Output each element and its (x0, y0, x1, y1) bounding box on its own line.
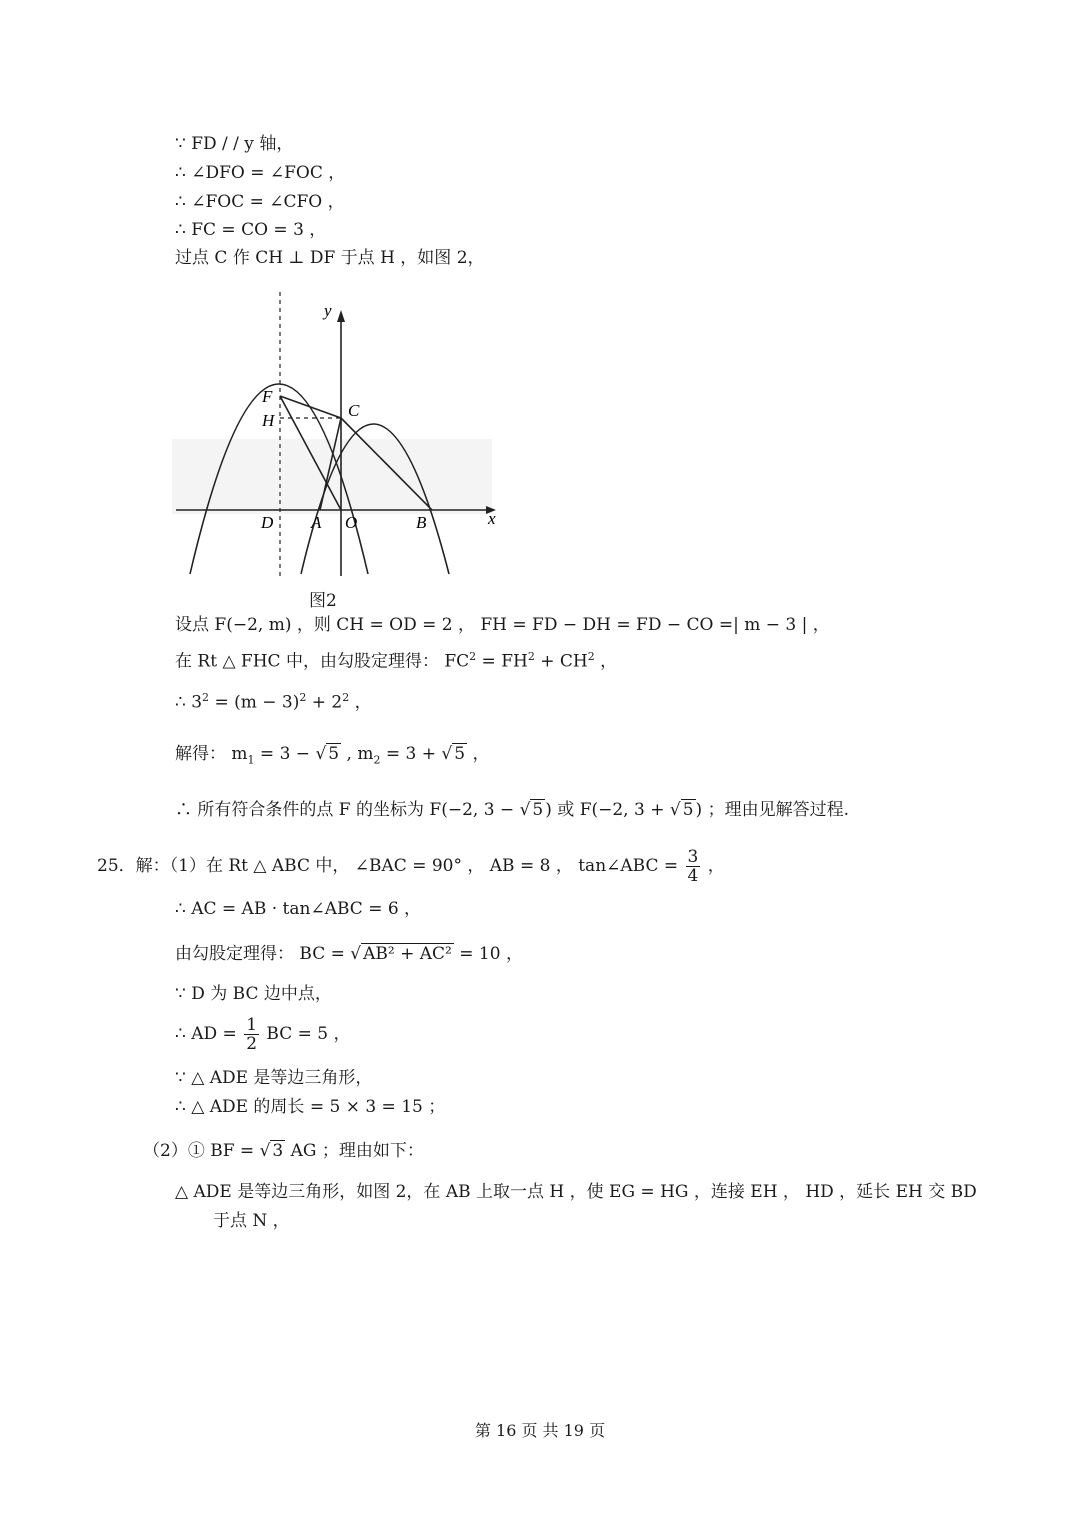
sqrt-3: 3 (272, 1141, 284, 1161)
text-line-3: ∴ ∠FOC = ∠CFO ， (175, 192, 345, 212)
fraction-numerator: 3 (687, 847, 699, 867)
sup: 2 (469, 650, 477, 663)
text-line-18: （2）① BF = √ 3 AG ；理由如下： (143, 1141, 424, 1161)
text-line-7-b: = FH (476, 651, 528, 672)
sqrt-5: 5 (454, 744, 466, 764)
text-line-11-a: 25．解：（1）在 Rt △ ABC 中， ∠BAC = 90° ， AB = 8 ， tan∠ABC = (97, 856, 684, 876)
text-line-5: 过点 C 作 CH ⊥ DF 于点 H ，如图 2， (175, 248, 485, 268)
page-footer: 第 16 页 共 19 页 (474, 1421, 606, 1440)
fraction-numerator: 1 (246, 1015, 258, 1035)
text-line-18-a: （2）① BF = (143, 1141, 260, 1161)
text-line-2: ∴ ∠DFO = ∠FOC ， (175, 163, 346, 183)
text-line-17: ∴ △ ADE 的周长 = 5 × 3 = 15 ； (175, 1097, 446, 1117)
text-line-15-b: BC = 5 ， (261, 1024, 351, 1044)
label-x: x (488, 509, 496, 528)
text-line-10-e: ) ；理由见解答过程. (695, 800, 849, 820)
label-A: A (311, 513, 322, 532)
text-line-8 (175, 687, 372, 714)
text-line-8-a: ∴ 3 (175, 692, 203, 713)
sqrt-5: 5 (532, 800, 544, 820)
label-F: F (262, 387, 273, 406)
text-line-15 (175, 1015, 351, 1053)
text-line-11-b: ， (702, 856, 725, 876)
text-line-7-d: ， (594, 651, 618, 672)
text-line-7 (175, 646, 617, 673)
label-B: B (416, 513, 427, 532)
sqrt-5: 5 (682, 800, 694, 820)
text-line-13-a: 由勾股定理得： BC = (175, 944, 351, 964)
text-line-9-b: = 3 − (254, 744, 316, 764)
text-line-8-b: = (m − 3) (209, 692, 300, 713)
text-line-12: ∴ AC = AB · tan∠ABC = 6 ， (175, 899, 422, 919)
fraction-denominator: 2 (246, 1034, 258, 1054)
label-H: H (262, 411, 275, 430)
label-O: O (345, 513, 358, 532)
label-y: y (324, 301, 332, 320)
text-line-14: ∵ D 为 BC 边中点， (175, 984, 332, 1004)
text-line-11 (97, 847, 725, 885)
y-axis-arrow (337, 310, 345, 322)
sqrt-ab2-ac2: AB² + AC² (363, 944, 452, 964)
fraction-denominator: 4 (687, 866, 699, 886)
text-line-1: ∵ FD / / y 轴， (175, 134, 294, 154)
text-line-7-c: + CH (534, 651, 588, 672)
text-line-10-c: ) 或 F(−2, 3 + (545, 800, 670, 820)
text-line-6: 设点 F(−2, m) ，则 CH = OD = 2 ， FH = FD − DH = FD − CO =| m − 3 | ， (175, 615, 830, 635)
text-line-9-e: = 3 + (380, 744, 442, 764)
text-line-13-c: = 10 ， (453, 944, 523, 964)
text-line-9-a: 解得： m (175, 744, 248, 764)
sup: 2 (527, 650, 535, 663)
figure-caption: 图2 (309, 591, 337, 611)
sqrt-5: 5 (328, 744, 340, 764)
text-line-16: ∵ △ ADE 是等边三角形， (175, 1068, 373, 1088)
fraction-3-4 (686, 848, 701, 885)
sub: 1 (247, 753, 255, 767)
text-line-8-c: + 2 (306, 692, 343, 713)
text-line-15-a: ∴ AD = (175, 1024, 243, 1044)
sub: 2 (373, 753, 381, 767)
text-line-19: △ ADE 是等边三角形，如图 2，在 AB 上取一点 H ，使 EG = HG ，连接 EH ， HD ，延长 EH 交 BD (175, 1182, 977, 1202)
text-line-8-d: ， (349, 692, 372, 713)
text-line-20: 于点 N ， (213, 1211, 290, 1231)
text-line-9: 解得： $m_1 = 3$ − √ 5 , $m_2 = 3$ + √ 5 ， (175, 744, 490, 767)
text-line-9-g: ， (467, 744, 490, 764)
sup: 2 (342, 691, 350, 704)
text-line-10-a: ∴ 所有符合条件的点 F 的坐标为 F(−2, 3 − (175, 800, 520, 820)
sup: 2 (587, 650, 595, 663)
text-line-4: ∴ FC = CO = 3 ， (175, 220, 327, 240)
label-D: D (261, 513, 274, 532)
text-line-9-d: , m (341, 744, 374, 764)
label-C: C (348, 401, 360, 420)
text-line-10: ∴ 所有符合条件的点 F 的坐标为 F(−2, 3 − √ 5 ) 或 F(−2, 3 + √ 5 ) ；理由见解答过程. (175, 800, 849, 820)
text-line-13: 由勾股定理得： BC = √ AB² + AC² = 10 ， (175, 944, 523, 964)
sup: 2 (202, 691, 210, 704)
sup: 2 (299, 691, 307, 704)
fraction-1-2 (244, 1016, 259, 1053)
text-line-18-c: AG ；理由如下： (285, 1141, 424, 1161)
parabola-figure (172, 284, 507, 584)
text-line-7-a: 在 Rt △ FHC 中，由勾股定理得： FC (175, 651, 470, 672)
